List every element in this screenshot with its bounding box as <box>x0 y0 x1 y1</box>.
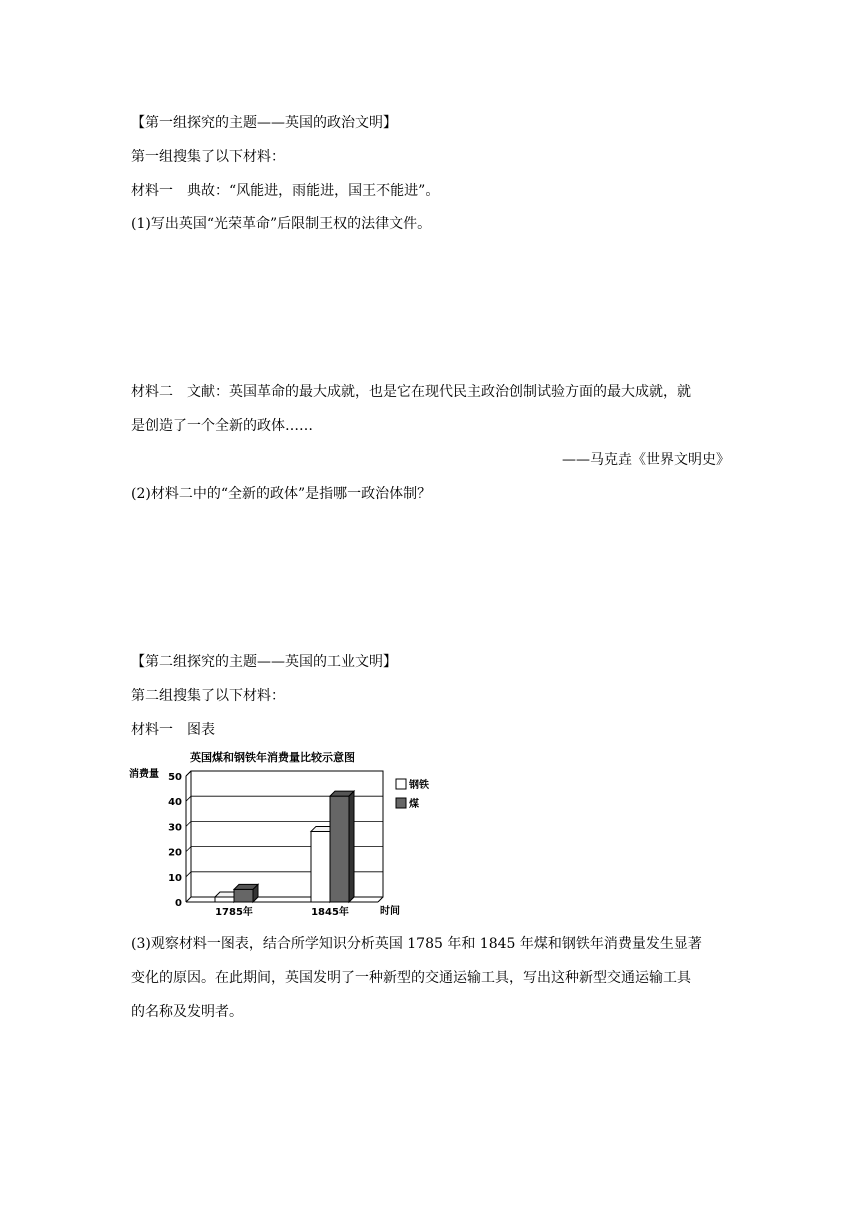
y-tick-label: 50 <box>168 772 182 783</box>
section2-material1: 材料一 图表 <box>131 722 215 738</box>
bar-front <box>311 831 330 902</box>
consumption-bar-chart <box>128 746 438 921</box>
section1-material2-line2: 是创造了一个全新的政体…… <box>131 418 313 434</box>
legend-label-钢铁: 钢铁 <box>409 780 429 791</box>
question-2: (2)材料二中的“全新的政体”是指哪一政治体制？ <box>131 486 432 502</box>
section1-intro: 第一组搜集了以下材料： <box>131 149 285 165</box>
bar-side <box>349 791 354 902</box>
bar-煤-1785年 <box>234 884 258 902</box>
y-tick-label: 30 <box>168 822 182 834</box>
legend-swatch-煤 <box>396 798 406 808</box>
gridline-depth <box>186 796 191 801</box>
gridline-depth <box>186 771 191 776</box>
y-tick-label: 40 <box>168 797 182 809</box>
section2-intro: 第二组搜集了以下材料： <box>131 688 285 704</box>
gridline-depth <box>186 847 191 852</box>
chart-ylabel: 消费量 <box>129 769 159 780</box>
question-3-line3: 的名称及发明者。 <box>131 1004 243 1020</box>
material2-source: ——马克垚《世界文明史》 <box>562 452 730 468</box>
bar-front <box>330 796 349 902</box>
section1-heading: 【第一组探究的主题——英国的政治文明】 <box>131 115 397 131</box>
question-3-line1: (3)观察材料一图表，结合所学知识分析英国 1785 年和 1845 年煤和钢铁年消费量发生显著 <box>131 936 702 952</box>
gridline-depth <box>186 821 191 826</box>
x-tick-label: 1785年 <box>215 907 253 918</box>
chart-xlabel: 时间 <box>380 906 400 917</box>
gridline-depth <box>186 872 191 877</box>
question-3-line2: 变化的原因。在此期间，英国发明了一种新型的交通运输工具，写出这种新型交通运输工具 <box>131 970 691 986</box>
bar-front <box>234 889 253 902</box>
bar-front <box>215 897 234 902</box>
chart-title: 英国煤和钢铁年消费量比较示意图 <box>190 751 355 764</box>
depth-edge-right <box>378 897 383 902</box>
section1-material2-line1: 材料二 文献：英国革命的最大成就，也是它在现代民主政治创制试验方面的最大成就，就 <box>131 384 691 400</box>
section1-material1: 材料一 典故：“风能进，雨能进，国王不能进”。 <box>131 183 440 199</box>
section2-heading: 【第二组探究的主题——英国的工业文明】 <box>131 654 397 670</box>
question-1: (1)写出英国“光荣革命”后限制王权的法律文件。 <box>131 216 432 232</box>
x-tick-label: 1845年 <box>311 907 349 918</box>
bar-煤-1845年 <box>330 791 354 902</box>
legend-swatch-钢铁 <box>396 779 406 789</box>
y-tick-label: 0 <box>175 898 182 909</box>
legend-label-煤: 煤 <box>409 799 419 810</box>
y-tick-label: 10 <box>168 872 182 884</box>
y-tick-label: 20 <box>168 847 182 859</box>
depth-edge-bottom <box>186 897 191 902</box>
